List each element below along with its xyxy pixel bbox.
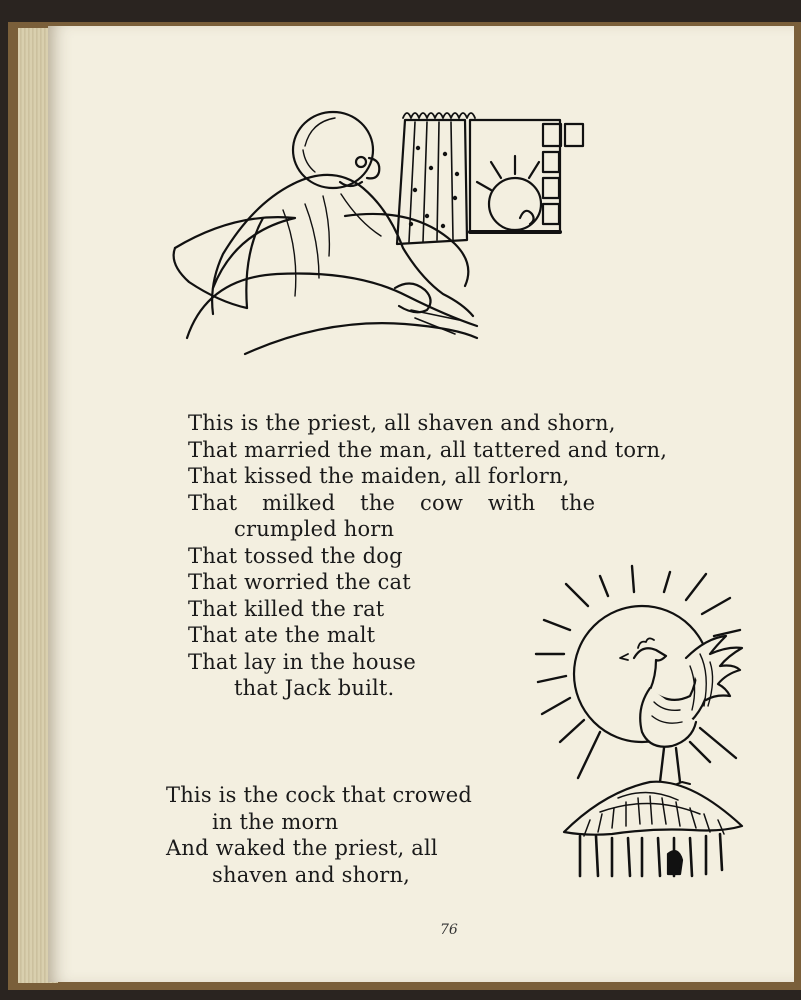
verse-line: shaven and shorn, — [212, 862, 411, 887]
verse-line: in the morn — [212, 809, 339, 834]
verse-line: And waked the priest, all — [166, 836, 438, 860]
verse-cock — [166, 782, 472, 888]
priest-in-bed-illustration — [165, 98, 595, 358]
verse-line: That ate the malt — [188, 623, 376, 647]
verse-line: That tossed the dog — [188, 543, 403, 568]
verse-line: That milked the cow with the — [188, 490, 596, 515]
verse-line: That lay in the house — [188, 649, 417, 674]
verse-line: This is the cock that crowed — [166, 783, 472, 807]
cock-and-sun-illustration — [530, 562, 745, 892]
page-number: 76 — [440, 922, 458, 938]
verse-line: crumpled horn — [234, 517, 395, 541]
verse-line: That worried the cat — [188, 570, 411, 594]
verse-line: This is the priest, all shaven and shorn, — [188, 411, 616, 435]
verse-line: That kissed the maiden, all forlorn, — [188, 464, 570, 488]
verse-line: That married the man, all tattered and torn, — [188, 437, 668, 462]
verse-line: that Jack built. — [234, 676, 395, 700]
verse-line: That killed the rat — [188, 596, 385, 621]
